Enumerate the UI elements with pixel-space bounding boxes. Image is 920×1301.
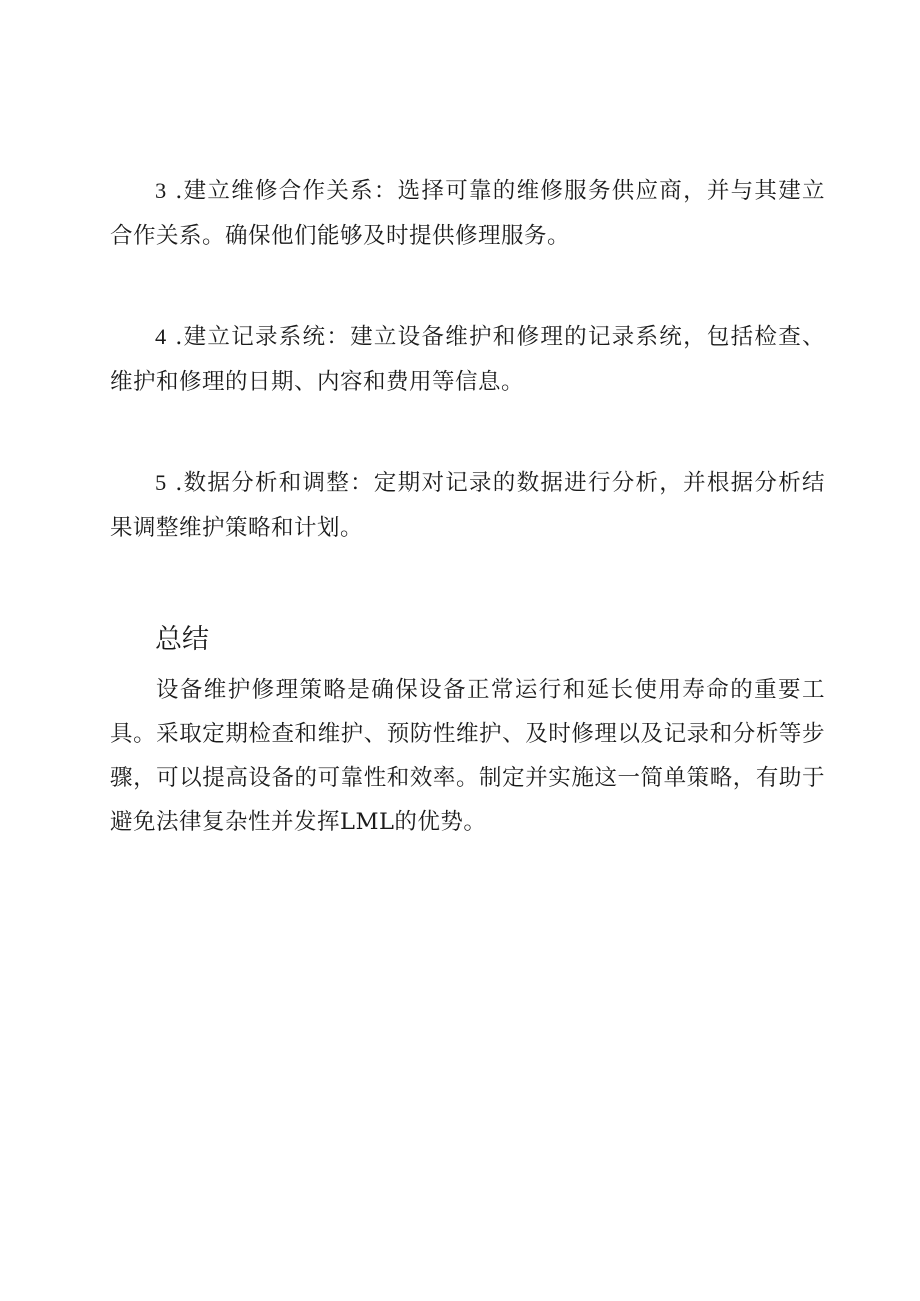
list-item-4 [110, 314, 825, 405]
summary-heading: 总结 [155, 624, 209, 655]
list-item-3 [110, 168, 825, 259]
list-item-text: .建立记录系统：建立设备维护和修理的记录系统，包括检查、维护和修理的日期、内容和费用等信息。 [110, 324, 825, 395]
list-item-number: 4 [155, 324, 167, 349]
list-item-number: 3 [155, 178, 167, 203]
summary-text: 设备维护修理策略是确保设备正常运行和延长使用寿命的重要工具。采取定期检查和维护、预防性维护、及时修理以及记录和分析等步骤，可以提高设备的可靠性和效率。制定并实施这一简单策略，有助于避免法律复杂性并发挥LML的优势。 [110, 677, 825, 835]
list-item-text: .建立维修合作关系：选择可靠的维修服务供应商，并与其建立合作关系。确保他们能够及时提供修理服务。 [110, 178, 825, 249]
summary-paragraph [110, 668, 825, 844]
list-item-text: .数据分析和调整：定期对记录的数据进行分析，并根据分析结果调整维护策略和计划。 [110, 470, 825, 541]
list-item-number: 5 [155, 470, 167, 495]
list-item-5 [110, 460, 825, 551]
